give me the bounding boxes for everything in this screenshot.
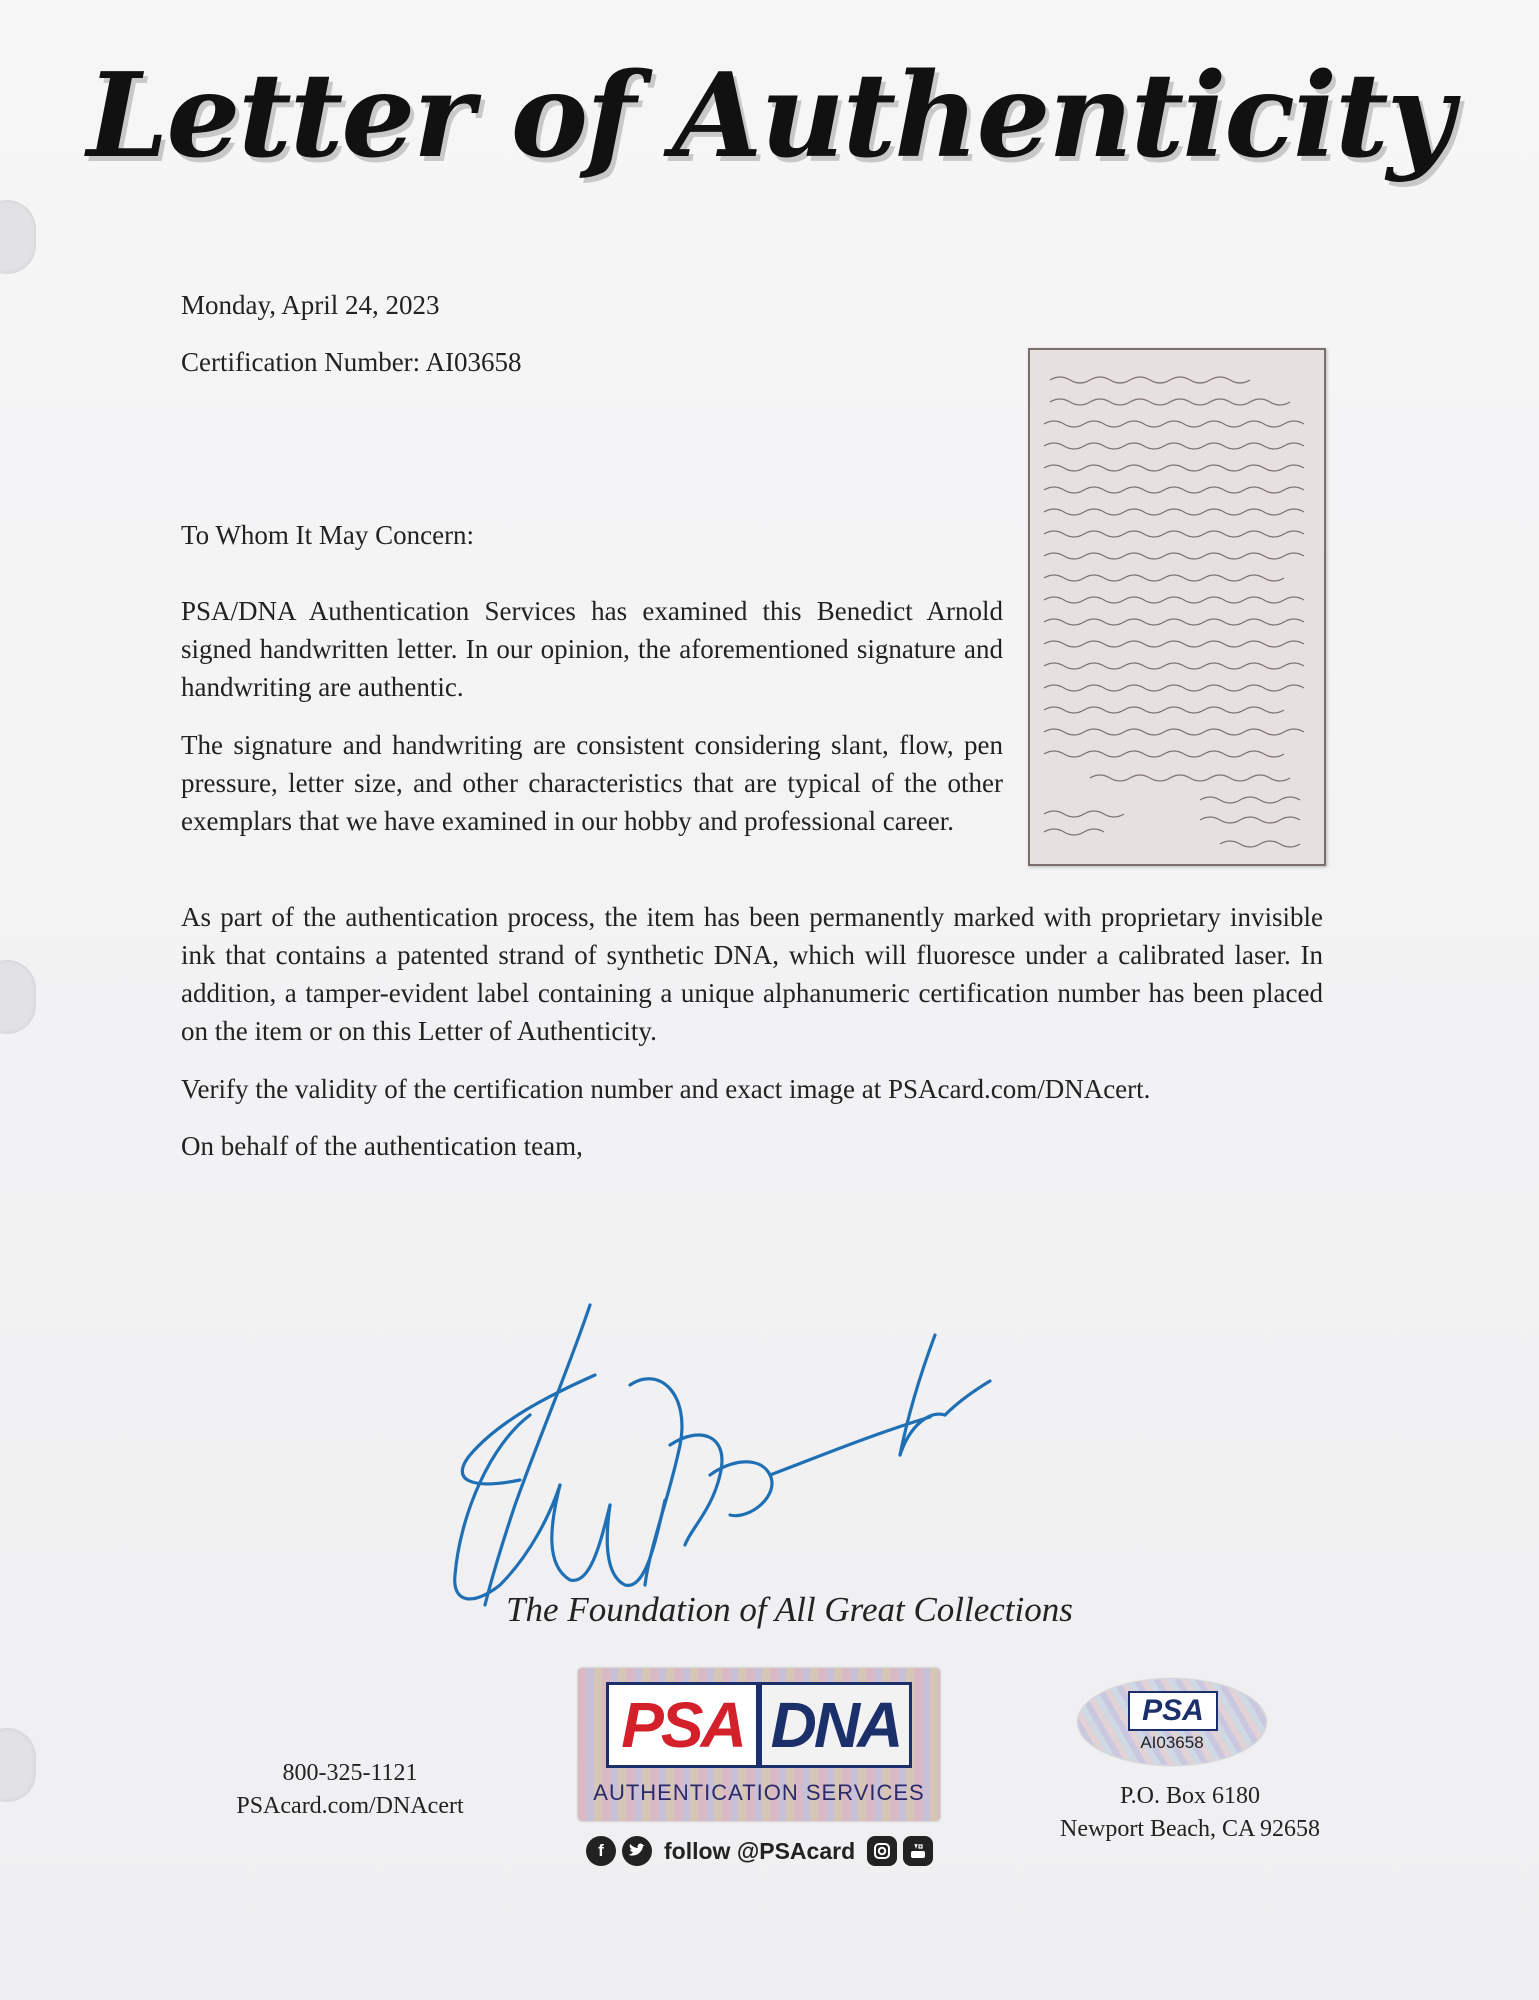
salutation: To Whom It May Concern: bbox=[181, 520, 475, 550]
page-title: Letter of Authenticity bbox=[86, 48, 1453, 184]
paragraph-consistency: The signature and handwriting are consistent considering slant, flow, pen pressure, letter size, and other characteristics that are typical of the other exemplars that we have examined in our hobby and professional career. bbox=[181, 730, 1003, 836]
phone-number: 800-325-1121 bbox=[282, 1760, 418, 1786]
signature-scribble bbox=[430, 1285, 1050, 1615]
social-handle[interactable]: follow @PSAcard bbox=[664, 1837, 856, 1864]
youtube-icon[interactable] bbox=[903, 1836, 933, 1866]
paragraph-verify: Verify the validity of the certification number and exact image at PSAcard.com/DNAcert. bbox=[181, 1074, 1151, 1104]
psa-dna-logo bbox=[606, 1682, 912, 1768]
mailing-address bbox=[1040, 1780, 1340, 1846]
letter-photo bbox=[1028, 348, 1326, 866]
binder-hole-bottom bbox=[0, 1728, 36, 1802]
letter-date: Monday, April 24, 2023 bbox=[181, 290, 440, 320]
contact-info bbox=[200, 1757, 500, 1823]
sticker-cert-number: AI03658 bbox=[1140, 1733, 1204, 1752]
certification-number: AI03658 bbox=[425, 347, 522, 377]
binder-hole-middle bbox=[0, 960, 36, 1034]
logo-subtitle: AUTHENTICATION SERVICES bbox=[593, 1780, 925, 1805]
certification-line bbox=[181, 343, 521, 381]
handwritten-letter-image bbox=[1030, 350, 1324, 864]
paragraph-dna-process: As part of the authentication process, the item has been permanently marked with proprietary invisible ink that contains a patented strand of synthetic DNA, which will fluoresce under a calibrated laser. In addition, a tamper-evident label containing a unique alphanumeric certification number has been placed on the item or on this Letter of Authenticity. bbox=[181, 902, 1323, 1046]
twitter-icon[interactable] bbox=[622, 1836, 652, 1866]
paragraph-examination: PSA/DNA Authentication Services has examined this Benedict Arnold signed handwritten letter. In our opinion, the aforementioned signature and handwriting are authentic. bbox=[181, 596, 1003, 702]
sticker-psa-logo: PSA bbox=[1128, 1691, 1218, 1731]
website-url: PSAcard.com/DNAcert bbox=[236, 1793, 464, 1819]
certification-sticker bbox=[1078, 1679, 1266, 1765]
logo-dna-text: DNA bbox=[759, 1682, 912, 1768]
closing-line: On behalf of the authentication team, bbox=[181, 1131, 583, 1161]
logo-psa-text: PSA bbox=[606, 1682, 759, 1768]
address-line-1: P.O. Box 6180 bbox=[1119, 1783, 1261, 1809]
certification-label: Certification Number: bbox=[181, 347, 421, 377]
authenticator-signature bbox=[430, 1285, 1050, 1615]
facebook-icon[interactable]: f bbox=[586, 1836, 616, 1866]
instagram-icon[interactable] bbox=[867, 1836, 897, 1866]
address-line-2: Newport Beach, CA 92658 bbox=[1060, 1816, 1320, 1842]
tagline: The Foundation of All Great Collections bbox=[506, 1590, 1073, 1629]
social-follow bbox=[586, 1833, 933, 1869]
psa-dna-hologram bbox=[578, 1668, 940, 1821]
binder-hole-top bbox=[0, 200, 36, 274]
